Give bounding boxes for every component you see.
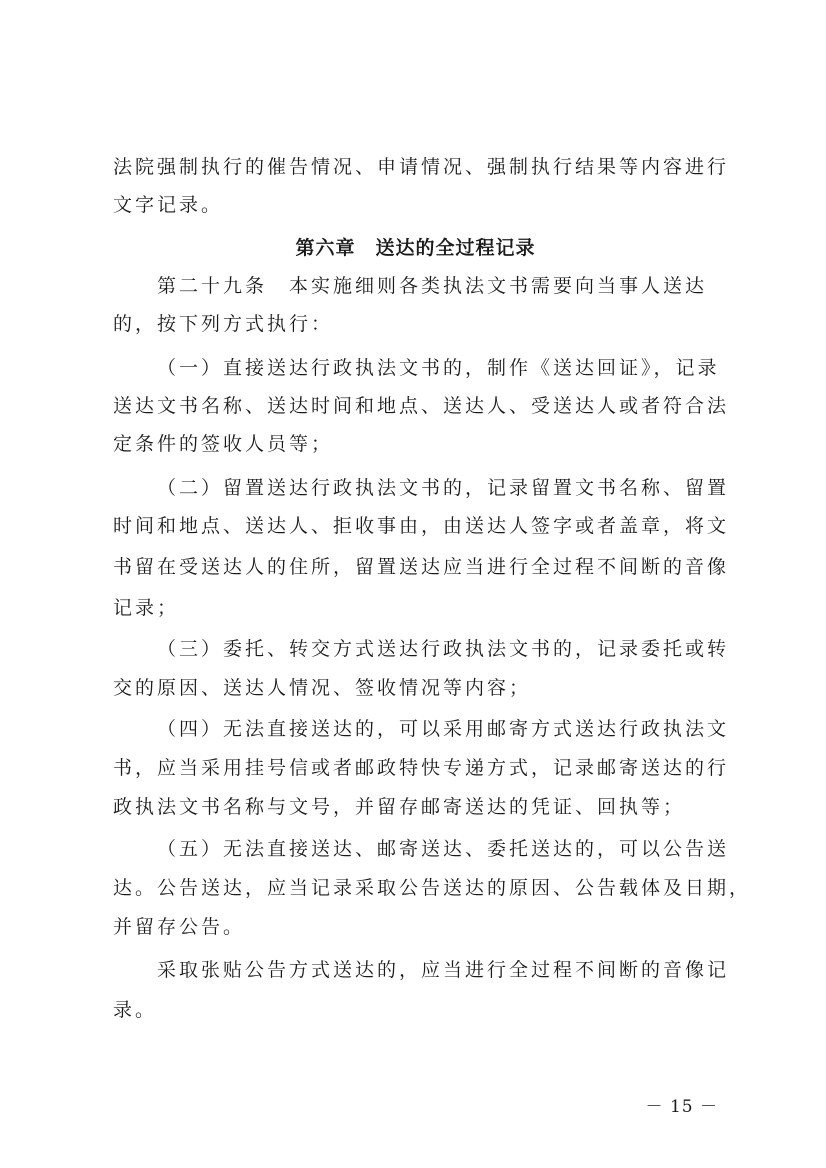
body-line: 定条件的签收人员等； bbox=[113, 433, 334, 455]
body-text-top bbox=[113, 148, 730, 228]
body-line: 达。公告送达，应当记录采取公告送达的原因、公告载体及日期， bbox=[113, 877, 752, 899]
body-line: 文字记录。 bbox=[113, 194, 224, 216]
chapter-heading: 第六章 送达的全过程记录 bbox=[295, 237, 536, 259]
paragraph-line: 采取张贴公告方式送达的，应当进行全过程不间断的音像记 bbox=[157, 959, 730, 981]
body-line: 时间和地点、送达人、拒收事由，由送达人签字或者盖章，将文 bbox=[113, 515, 730, 537]
body-line: 记录； bbox=[113, 597, 180, 619]
body-line: 的，按下列方式执行： bbox=[113, 313, 334, 335]
clause-2-line: （二）留置送达行政执法文书的，记录留置文书名称、留置 bbox=[157, 477, 730, 499]
body-line: 交的原因、送达人情况、签收情况等内容； bbox=[113, 677, 532, 699]
body-line: 书，应当采用挂号信或者邮政特快专递方式，记录邮寄送达的行 bbox=[113, 757, 730, 779]
body-line: 送达文书名称、送达时间和地点、送达人、受送达人或者符合法 bbox=[113, 395, 730, 417]
page-number: － 15 － bbox=[645, 1097, 718, 1117]
article-title-line: 第二十九条 本实施细则各类执法文书需要向当事人送达 bbox=[157, 275, 708, 297]
body-text-main bbox=[113, 267, 752, 1027]
clause-3-line: （三）委托、转交方式送达行政执法文书的，记录委托或转 bbox=[157, 638, 730, 660]
clause-1-line: （一）直接送达行政执法文书的，制作《送达回证》，记录 bbox=[157, 357, 720, 379]
body-line: 书留在受送达人的住所，留置送达应当进行全过程不间断的音像 bbox=[113, 556, 730, 578]
body-line: 录。 bbox=[113, 999, 158, 1021]
clause-4-line: （四）无法直接送达的，可以采用邮寄方式送达行政执法文 bbox=[157, 718, 730, 740]
body-line: 并留存公告。 bbox=[113, 916, 246, 938]
body-line: 法院强制执行的催告情况、申请情况、强制执行结果等内容进行 bbox=[113, 156, 730, 178]
body-line: 政执法文书名称与文号，并留存邮寄送达的凭证、回执等； bbox=[113, 796, 686, 818]
clause-5-line: （五）无法直接送达、邮寄送达、委托送达的，可以公告送 bbox=[157, 838, 730, 860]
